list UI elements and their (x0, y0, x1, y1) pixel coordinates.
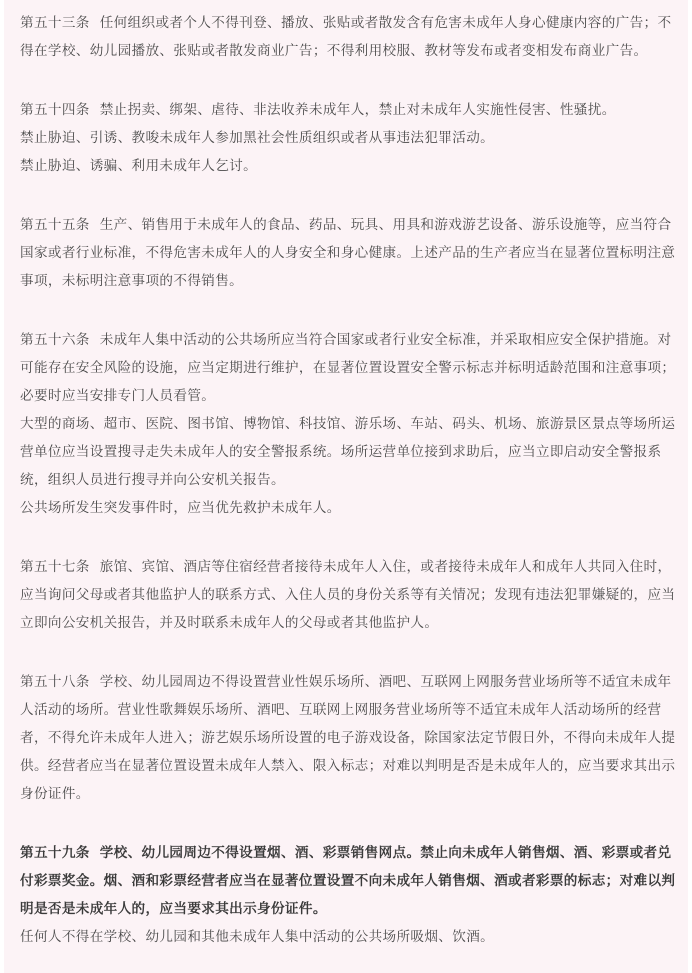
article-59-paragraph-1 (20, 839, 676, 923)
article-53-paragraph-1 (20, 9, 676, 65)
article-57-text-1: 旅馆、宾馆、酒店等住宿经营者接待未成年人入住，或者接待未成年人和成年人共同入住时，应当询问父母或者其他监护人的联系方式、入住人员的身份关系等有关情况；发现有违法犯罪嫌疑的，应当立即向公安机关报告，并及时联系未成年人的父母或者其他监护人。 (20, 559, 676, 631)
article-56-paragraph-2: 大型的商场、超市、医院、图书馆、博物馆、科技馆、游乐场、车站、码头、机场、旅游景区景点等场所运营单位应当设置搜寻走失未成年人的安全警报系统。场所运营单位接到求助后，应当立即启动安全警报系统，组织人员进行搜寻并向公安机关报告。 (20, 416, 676, 488)
article-56-paragraph-3: 公共场所发生突发事件时，应当优先救护未成年人。 (20, 500, 341, 516)
article-55-text-1: 生产、销售用于未成年人的食品、药品、玩具、用具和游戏游艺设备、游乐设施等，应当符合国家或者行业标准，不得危害未成年人的人身安全和身心健康。上述产品的生产者应当在显著位置标明注意事项，未标明注意事项的不得销售。 (20, 217, 676, 289)
article-54-text-1: 禁止拐卖、绑架、虐待、非法收养未成年人，禁止对未成年人实施性侵害、性骚扰。 (99, 102, 616, 118)
article-59-text-1: 学校、幼儿园周边不得设置烟、酒、彩票销售网点。禁止向未成年人销售烟、酒、彩票或者兑付彩票奖金。烟、酒和彩票经营者应当在显著位置设置不向未成年人销售烟、酒或者彩票的标志；对难以判明是否是未成年人的，应当要求其出示身份证件。 (20, 845, 676, 917)
article-54-paragraph-3: 禁止胁迫、诱骗、利用未成年人乞讨。 (20, 158, 258, 174)
article-53 (20, 9, 676, 65)
article-56-text-1: 未成年人集中活动的公共场所应当符合国家或者行业安全标准，并采取相应安全保护措施。对可能存在安全风险的设施，应当定期进行维护，在显著位置设置安全警示标志并标明适龄范围和注意事项；必要时应当安排专门人员看管。 (20, 332, 676, 404)
article-56 (20, 326, 676, 522)
article-58-text-1: 学校、幼儿园周边不得设置营业性娱乐场所、酒吧、互联网上网服务营业场所等不适宜未成年人活动的场所。营业性歌舞娱乐场所、酒吧、互联网上网服务营业场所等不适宜未成年人活动场所的经营者，不得允许未成年人进入；游艺娱乐场所设置的电子游戏设备，除国家法定节假日外，不得向未成年人提供。经营者应当在显著位置设置未成年人禁入、限入标志；对难以判明是否是未成年人的，应当要求其出示身份证件。 (20, 674, 676, 802)
article-55-number: 第五十五条 (20, 217, 90, 233)
article-54 (20, 96, 676, 180)
article-53-text-1: 任何组织或者个人不得刊登、播放、张贴或者散发含有危害未成年人身心健康内容的广告；不得在学校、幼儿园播放、张贴或者散发商业广告；不得利用校服、教材等发布或者变相发布商业广告。 (20, 15, 672, 59)
article-55 (20, 211, 676, 295)
article-58-number: 第五十八条 (20, 674, 90, 690)
article-55-paragraph-1 (20, 211, 676, 295)
article-53-number: 第五十三条 (20, 15, 90, 31)
article-57-number: 第五十七条 (20, 559, 90, 575)
article-54-number: 第五十四条 (20, 102, 90, 118)
article-56-paragraph-1 (20, 326, 676, 410)
page-left-edge (0, 0, 4, 973)
article-57-paragraph-1 (20, 553, 676, 637)
article-54-paragraph-2: 禁止胁迫、引诱、教唆未成年人参加黑社会性质组织或者从事违法犯罪活动。 (20, 130, 495, 146)
article-56-number: 第五十六条 (20, 332, 90, 348)
article-59 (20, 839, 676, 951)
article-58 (20, 668, 676, 808)
article-58-paragraph-1 (20, 668, 676, 808)
article-59-number: 第五十九条 (20, 845, 90, 861)
page-right-edge (688, 0, 692, 973)
article-57 (20, 553, 676, 637)
article-59-paragraph-2: 任何人不得在学校、幼儿园和其他未成年人集中活动的公共场所吸烟、饮酒。 (20, 929, 495, 945)
article-54-paragraph-1 (20, 96, 676, 124)
